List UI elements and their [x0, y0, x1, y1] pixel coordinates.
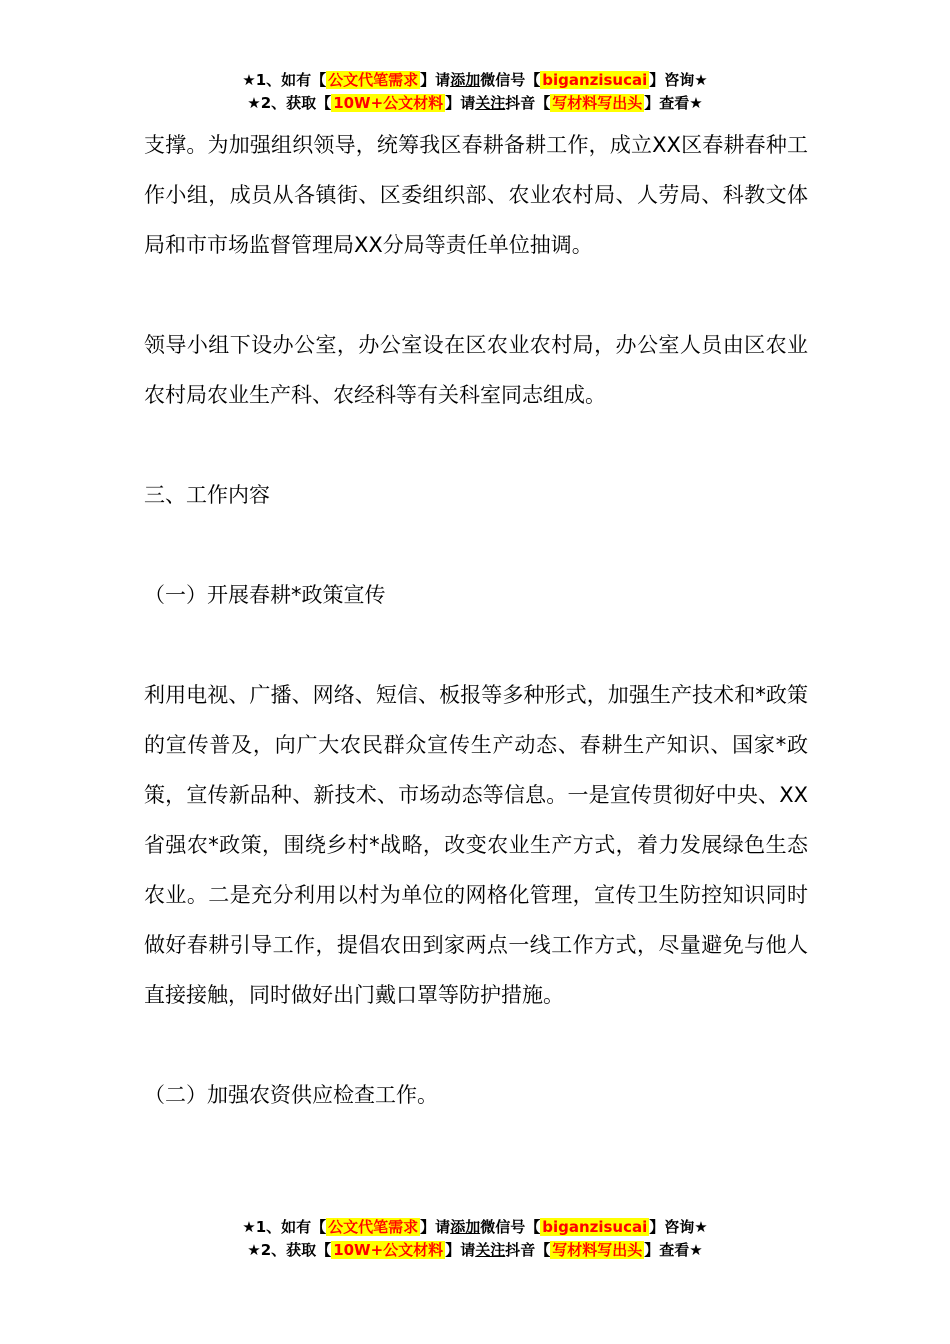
banner-line-1: [0, 69, 950, 92]
paragraph-office: 领导小组下设办公室，办公室设在区农业农村局，办公室人员由区农业农村局农业生产科、农经科等有关科室同志组成。: [144, 333, 808, 407]
banner-line-2: [0, 92, 950, 115]
footer-banner: [0, 1216, 950, 1262]
banner-highlight: 10W+公文材料: [333, 1241, 444, 1259]
banner-line-2: [0, 1239, 950, 1262]
banner-text: 】咨询★: [649, 71, 708, 89]
banner-text: 】请: [420, 1218, 451, 1236]
banner-underlined-text: 添加: [450, 1218, 481, 1236]
banner-text: ★2、获取【: [247, 94, 332, 112]
section-heading-work-content: 三、工作内容: [144, 483, 270, 507]
banner-text: 微信号【: [480, 1218, 541, 1236]
banner-text: 】请: [445, 1241, 476, 1259]
banner-highlight: 公文代笔需求: [328, 71, 419, 89]
paragraph-intro: 支撑。为加强组织领导，统筹我区春耕备耕工作，成立XX区春耕春种工作小组，成员从各镇街、区委组织部、农业农村局、人劳局、科教文体局和市市场监督管理局XX分局等责任单位抽调。: [144, 133, 808, 257]
banner-highlight: 写材料写出头: [552, 94, 643, 112]
banner-text: 抖音【: [505, 1241, 551, 1259]
banner-text: ★1、如有【: [242, 1218, 327, 1236]
banner-text: 】查看★: [644, 1241, 703, 1259]
banner-underlined-text: 添加: [450, 71, 481, 89]
banner-highlight: biganzisucai: [542, 1218, 648, 1236]
banner-highlight: biganzisucai: [542, 71, 648, 89]
banner-highlight: 写材料写出头: [552, 1241, 643, 1259]
banner-text: 微信号【: [480, 71, 541, 89]
document-body: [144, 120, 808, 1120]
header-banner: [0, 69, 950, 115]
banner-highlight: 公文代笔需求: [328, 1218, 419, 1236]
banner-underlined-text: 关注: [475, 1241, 506, 1259]
banner-underlined-text: 关注: [475, 94, 506, 112]
subheading-supply-inspection: （二）加强农资供应检查工作。: [144, 1083, 438, 1107]
banner-text: 】查看★: [644, 94, 703, 112]
banner-text: 】请: [445, 94, 476, 112]
banner-text: ★1、如有【: [242, 71, 327, 89]
banner-text: ★2、获取【: [247, 1241, 332, 1259]
banner-highlight: 10W+公文材料: [333, 94, 444, 112]
paragraph-publicity-details: 利用电视、广播、网络、短信、板报等多种形式，加强生产技术和*政策的宣传普及，向广大农民群众宣传生产动态、春耕生产知识、国家*政策，宣传新品种、新技术、市场动态等信息。一是宣传贯彻好中央、XX省强农*政策，围绕乡村*战略，改变农业生产方式，着力发展绿色生态农业。二是充分利用以村为单位的网格化管理，宣传卫生防控知识同时做好春耕引导工作，提倡农田到家两点一线工作方式，尽量避免与他人直接接触，同时做好出门戴口罩等防护措施。: [144, 683, 808, 1007]
banner-line-1: [0, 1216, 950, 1239]
subheading-policy-publicity: （一）开展春耕*政策宣传: [144, 583, 386, 607]
banner-text: 抖音【: [505, 94, 551, 112]
banner-text: 】咨询★: [649, 1218, 708, 1236]
banner-text: 】请: [420, 71, 451, 89]
